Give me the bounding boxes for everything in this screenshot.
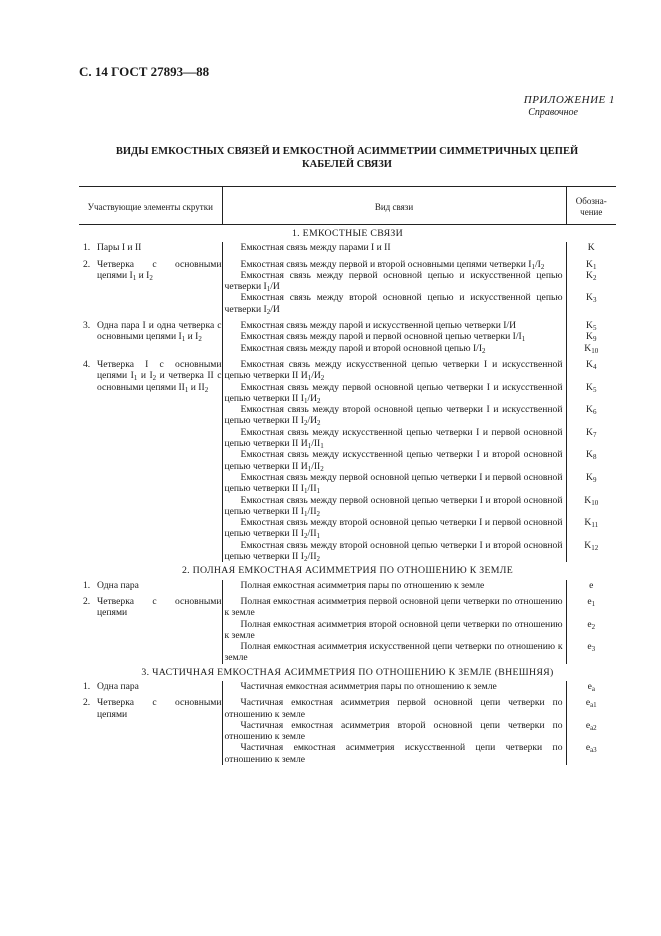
section-row xyxy=(79,664,616,681)
kind-text: Емкостная связь между парами I и II xyxy=(240,242,391,254)
designation-code: K xyxy=(586,320,593,332)
designation-sub: 1 xyxy=(592,262,597,271)
designation-code: e xyxy=(587,641,592,653)
section-title: 3. ЧАСТИЧНАЯ ЕМКОСТНАЯ АСИММЕТРИЯ ПО ОТНОШЕНИЮ К ЗЕМЛЕ (ВНЕШНЯЯ) xyxy=(141,666,554,678)
group-element: Одна пара I и одна четверка с основными цепями $I_1$ и $I_2$ xyxy=(97,320,222,344)
element-cell xyxy=(79,591,222,664)
table-row xyxy=(79,254,616,270)
kind-cell xyxy=(222,449,566,472)
group-number: 2. xyxy=(83,595,91,607)
element-cell xyxy=(79,254,222,315)
group-element: Четверка I с основными цепями $I_1$ и $I_2$ и четверка II с основными цепями $II_1$ и $II_2$ xyxy=(97,358,222,394)
designation-cell xyxy=(566,427,616,450)
col-header-elements: Участвующие элементы скрутки xyxy=(79,187,222,225)
table-header-row xyxy=(79,187,616,225)
kind-cell xyxy=(222,242,566,253)
designation-cell xyxy=(566,619,616,642)
kind-cell xyxy=(222,742,566,765)
designation-code: K xyxy=(586,269,593,281)
kind-cell xyxy=(222,254,566,270)
kind-cell xyxy=(222,495,566,518)
designation-code: e xyxy=(585,697,591,709)
kind-text: Емкостная связь между искусственной цепью четверки I и первой основной цепью четверки II $И_1/II_1$ xyxy=(224,426,563,451)
table-row xyxy=(79,580,616,591)
designation-code: K xyxy=(584,494,592,506)
group-element: Пары I и II xyxy=(97,242,142,254)
designation-cell xyxy=(566,331,616,342)
kind-cell xyxy=(222,580,566,591)
group-number: 2. xyxy=(83,697,91,709)
designation-cell xyxy=(566,242,616,253)
kind-cell xyxy=(222,354,566,382)
element-cell xyxy=(79,580,222,591)
designation-sub: 10 xyxy=(591,498,599,507)
group-element: Четверка с основными цепями $I_1$ и $I_2$ xyxy=(97,258,222,282)
designation-code: K xyxy=(586,426,593,438)
kind-text: Емкостная связь между первой основной цепью четверки I и искусственной цепью четверки II $I_1/И_2$ xyxy=(224,381,563,405)
col-header-designation: Обозна-чение xyxy=(566,187,616,225)
designation-code: e xyxy=(587,618,592,630)
section-row xyxy=(79,562,616,579)
designation-code: K xyxy=(586,404,593,416)
designation-cell xyxy=(566,692,616,720)
kind-cell xyxy=(222,619,566,642)
designation-code: e xyxy=(585,719,591,731)
table-row xyxy=(79,242,616,253)
designation-cell xyxy=(566,382,616,405)
designation-code: K xyxy=(586,292,593,304)
kind-text: Емкостная связь между искусственной цепью четверки I и второй основной цепью четверки II $И_1/II_2$ xyxy=(224,449,563,473)
designation-sub: 4 xyxy=(592,362,597,371)
designation-code: e xyxy=(585,742,591,754)
designation-sub: 6 xyxy=(592,408,597,417)
designation-sub: 12 xyxy=(591,543,599,552)
designation-cell xyxy=(566,517,616,540)
table-row xyxy=(79,315,616,331)
page-header: С. 14 ГОСТ 27893—88 xyxy=(79,64,210,79)
designation-cell xyxy=(566,404,616,427)
designation-cell xyxy=(566,254,616,270)
kind-cell xyxy=(222,382,566,405)
kind-cell xyxy=(222,343,566,354)
title-line-2: КАБЕЛЕЙ СВЯЗИ xyxy=(302,159,392,170)
section-title: 1. ЕМКОСТНЫЕ СВЯЗИ xyxy=(291,228,404,239)
kind-text: Частичная емкостная асимметрия второй основной цепи четверки по отношению к земле xyxy=(224,719,563,743)
kind-text: Полная емкостная асимметрия пары по отношению к земле xyxy=(240,579,485,591)
kind-text: Емкостная связь между второй основной цепью четверки I и искусственной цепью четверки II $I_2/И_2$ xyxy=(224,404,563,428)
designation-sub: 5 xyxy=(592,324,597,333)
kind-cell xyxy=(222,591,566,619)
document-title xyxy=(79,145,615,171)
kind-cell xyxy=(222,404,566,427)
designation-cell xyxy=(566,591,616,619)
designation-cell xyxy=(566,472,616,495)
group-number: 2. xyxy=(83,258,91,270)
kind-cell xyxy=(222,331,566,342)
designation-sub: 1 xyxy=(591,599,596,608)
kind-text: Емкостная связь между парой и искусственной цепью четверки I/И xyxy=(240,320,517,332)
group-element: Одна пара xyxy=(97,680,139,692)
designation-code: K xyxy=(586,381,593,393)
kind-text: Емкостная связь между второй основной цепью четверки I и первой основной цепью четверки II $I_2/II_1$ xyxy=(224,517,563,541)
kind-cell xyxy=(222,540,566,563)
designation-sub: 3 xyxy=(592,296,597,305)
kind-text: Полная емкостная асимметрия второй основной цепи четверки по отношению к земле xyxy=(224,618,563,641)
kind-text: Емкостная связь между парой и первой основной цепью четверки $I/I_1$ xyxy=(240,331,526,344)
designation-sub: a2 xyxy=(590,723,597,732)
designation-cell xyxy=(566,580,616,591)
designation-sub: 2 xyxy=(591,622,596,631)
designation-cell xyxy=(566,641,616,664)
group-element: Четверка с основными цепями xyxy=(97,595,222,619)
kind-text: Емкостная связь между второй основной цепью четверки I и второй основной цепью четверки II $I_2/II_2$ xyxy=(224,539,563,564)
group-number: 1. xyxy=(83,680,91,692)
kind-cell xyxy=(222,517,566,540)
kind-text: Емкостная связь между искусственной цепью четверки I и искусственной цепью четверки II $И_1/И_2$ xyxy=(224,358,563,383)
kind-cell xyxy=(222,427,566,450)
coupling-table xyxy=(79,186,616,765)
table-row xyxy=(79,692,616,720)
table-row xyxy=(79,354,616,382)
table-row xyxy=(79,681,616,692)
kind-cell xyxy=(222,720,566,743)
designation-code: K xyxy=(584,517,592,529)
section-title: 2. ПОЛНАЯ ЕМКОСТНАЯ АСИММЕТРИЯ ПО ОТНОШЕНИЮ К ЗЕМЛЕ xyxy=(181,565,514,577)
designation-code: K xyxy=(586,331,593,343)
kind-text: Полная емкостная асимметрия первой основной цепи четверки по отношению к земле xyxy=(224,595,563,619)
designation-sub: 7 xyxy=(592,430,597,439)
kind-text: Емкостная связь между второй основной цепью и искусственной цепью четверки $I_2/И$ xyxy=(224,292,563,316)
element-cell xyxy=(79,315,222,354)
designation-sub: a1 xyxy=(590,701,597,710)
group-number: 3. xyxy=(83,320,91,332)
designation-sub: 9 xyxy=(592,335,597,344)
designation-cell xyxy=(566,343,616,354)
designation-sub: 10 xyxy=(591,346,599,355)
designation-code: K xyxy=(584,342,592,354)
group-number: 4. xyxy=(83,358,91,370)
designation-code: K xyxy=(586,449,593,461)
group-element: Одна пара xyxy=(97,579,139,591)
element-cell xyxy=(79,681,222,692)
designation-cell xyxy=(566,292,616,315)
kind-text: Емкостная связь между первой основной цепью четверки I и первой основной цепью четверки II $I_1/II_1$ xyxy=(224,471,563,496)
table-row xyxy=(79,591,616,619)
kind-text: Полная емкостная асимметрия искусственной цепи четверки по отношению к земле xyxy=(224,641,563,664)
designation-code: e xyxy=(589,579,594,591)
designation-cell xyxy=(566,742,616,765)
designation-sub: 3 xyxy=(591,645,596,654)
designation-code: K xyxy=(584,539,592,551)
element-cell xyxy=(79,692,222,765)
kind-text: Частичная емкостная асимметрия пары по отношению к земле xyxy=(240,680,497,692)
designation-code: K xyxy=(587,242,595,254)
kind-text: Частичная емкостная асимметрия первой основной цепи четверки по отношению к земле xyxy=(224,697,563,720)
kind-text: Емкостная связь между первой основной цепью и искусственной цепью четверки $I_1/И$ xyxy=(224,269,563,294)
group-number: 1. xyxy=(83,579,91,591)
kind-cell xyxy=(222,292,566,315)
designation-cell xyxy=(566,495,616,518)
designation-cell xyxy=(566,720,616,743)
kind-text: Емкостная связь между первой и второй основными цепями четверки $I_1/I_2$ xyxy=(240,258,545,271)
kind-cell xyxy=(222,692,566,720)
designation-cell xyxy=(566,681,616,692)
designation-code: K xyxy=(586,471,593,483)
designation-sub: 9 xyxy=(592,475,597,484)
designation-cell xyxy=(566,540,616,563)
element-cell xyxy=(79,354,222,562)
table-body xyxy=(79,225,616,766)
kind-cell xyxy=(222,472,566,495)
designation-code: K xyxy=(586,258,593,270)
kind-cell xyxy=(222,315,566,331)
designation-sub: 5 xyxy=(592,385,597,394)
section-row xyxy=(79,225,616,243)
designation-sub: 8 xyxy=(592,453,597,462)
kind-text: Емкостная связь между первой основной цепью четверки I и второй основной цепью четверки II $I_1/II_2$ xyxy=(224,494,563,518)
designation-cell xyxy=(566,315,616,331)
designation-sub: 11 xyxy=(591,521,599,530)
kind-text: Частичная емкостная асимметрия искусственной цепи четверки по отношению к земле xyxy=(224,742,563,765)
element-cell xyxy=(79,242,222,253)
designation-code: K xyxy=(586,358,593,370)
designation-sub: a3 xyxy=(590,746,597,755)
appendix-label: ПРИЛОЖЕНИЕ 1 xyxy=(523,94,615,106)
title-line-1: ВИДЫ ЕМКОСТНЫХ СВЯЗЕЙ И ЕМКОСТНОЙ АСИММЕТРИИ СИММЕТРИЧНЫХ ЦЕПЕЙ xyxy=(115,146,579,157)
designation-cell xyxy=(566,449,616,472)
designation-sub: 2 xyxy=(592,273,597,282)
designation-code: e xyxy=(587,680,592,692)
kind-cell xyxy=(222,270,566,293)
col-header-kind: Вид связи xyxy=(222,187,566,225)
designation-cell xyxy=(566,354,616,382)
group-number: 1. xyxy=(83,242,91,254)
kind-cell xyxy=(222,641,566,664)
kind-cell xyxy=(222,681,566,692)
designation-sub: a xyxy=(591,684,595,693)
group-element: Четверка с основными цепями xyxy=(97,697,222,720)
designation-code: e xyxy=(587,595,592,607)
appendix-type: Справочное xyxy=(528,107,578,118)
designation-cell xyxy=(566,270,616,293)
kind-text: Емкостная связь между парой и второй основной цепью $I/I_2$ xyxy=(240,342,486,355)
